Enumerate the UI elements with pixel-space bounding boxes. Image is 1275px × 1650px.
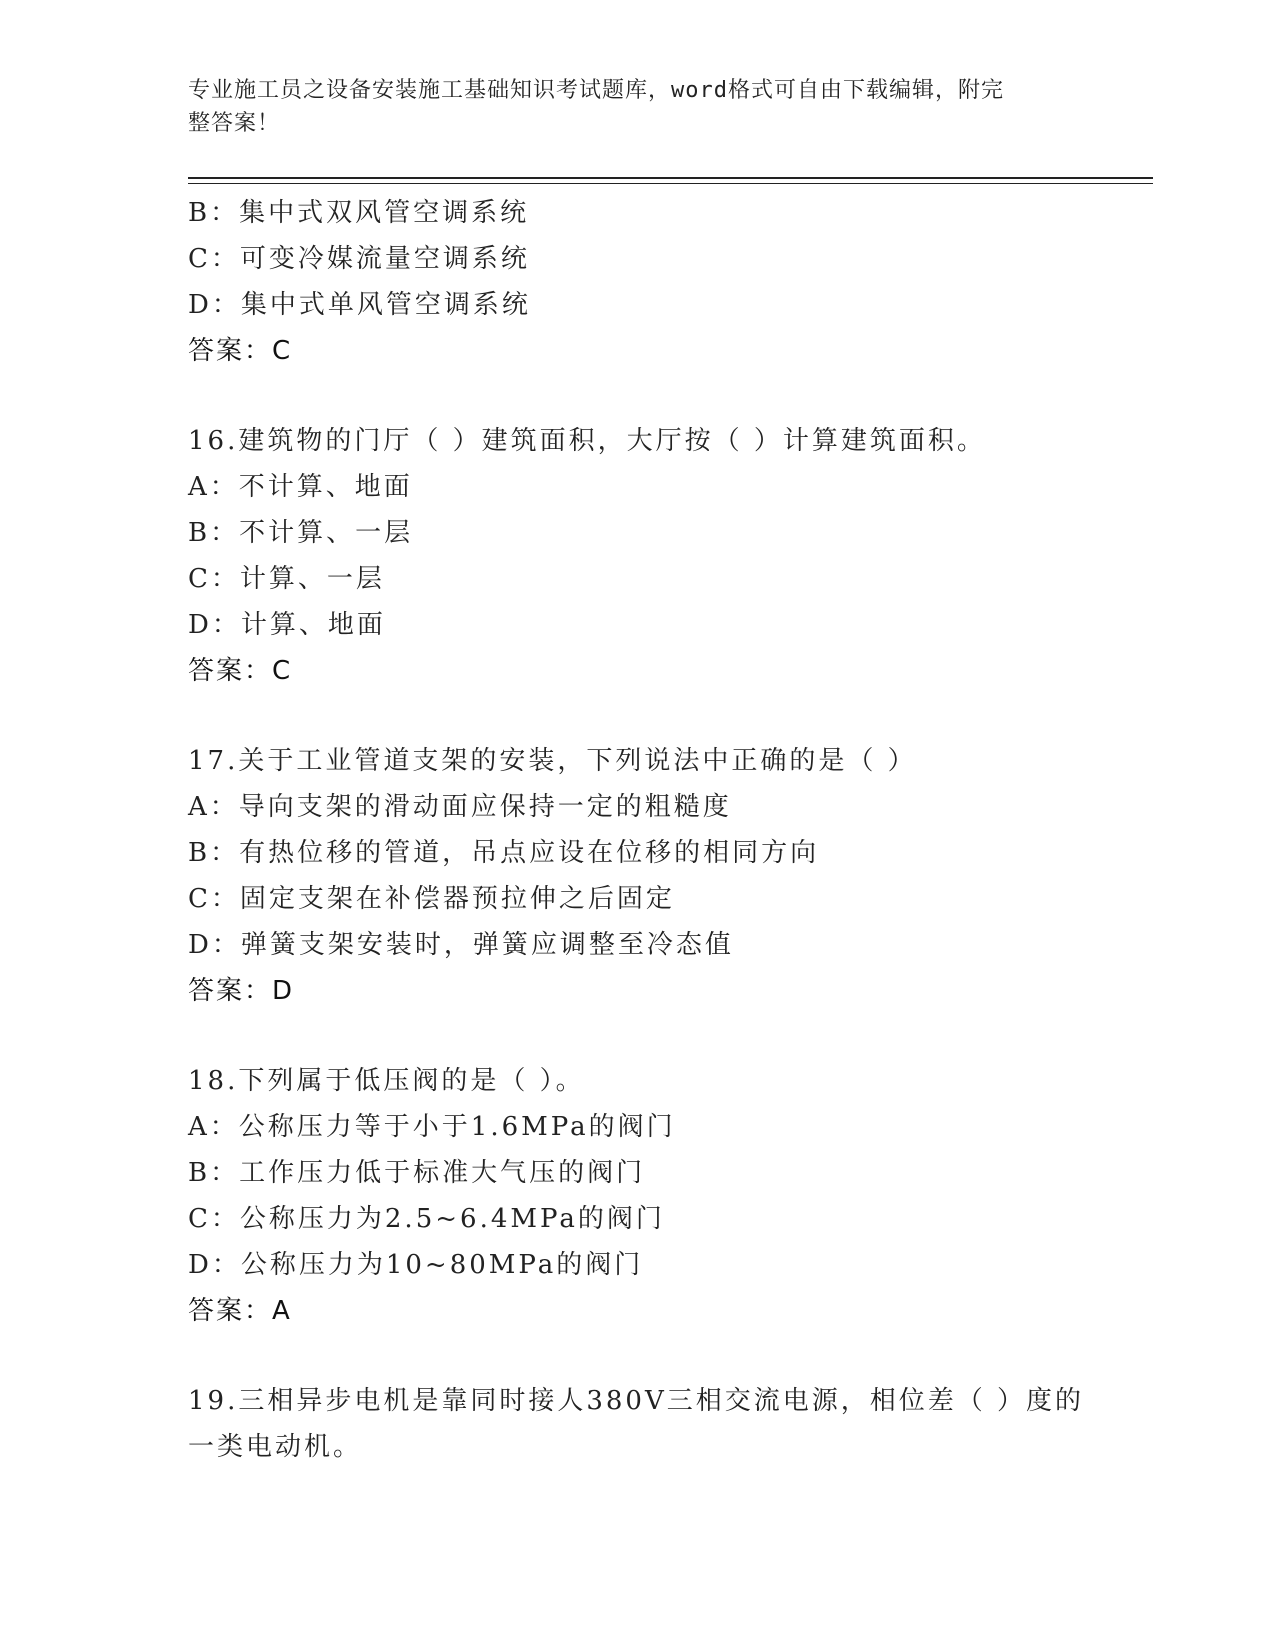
option-c: C：可变冷媒流量空调系统 bbox=[188, 244, 530, 274]
question-15-continued bbox=[188, 190, 1108, 374]
question-17 bbox=[188, 738, 1108, 1014]
answer-line: 答案：C bbox=[188, 656, 293, 686]
header-rule-thin bbox=[188, 183, 1153, 184]
option-b: B：工作压力低于标准大气压的阀门 bbox=[188, 1158, 646, 1188]
header-line-1: 专业施工员之设备安装施工基础知识考试题库，word格式可自由下载编辑，附完 bbox=[188, 78, 1004, 103]
option-a: A：公称压力等于小于1.6MPa的阀门 bbox=[188, 1112, 676, 1142]
option-b: B：有热位移的管道，吊点应设在位移的相同方向 bbox=[188, 838, 820, 868]
question-list bbox=[188, 190, 1108, 1470]
option-a: A：导向支架的滑动面应保持一定的粗糙度 bbox=[188, 792, 732, 822]
question-text: 17.关于工业管道支架的安装，下列说法中正确的是（ ） bbox=[188, 746, 917, 776]
question-text-line-1: 19.三相异步电机是靠同时接人380V三相交流电源，相位差（ ）度的 bbox=[188, 1386, 1085, 1416]
option-d: D：公称压力为10~80MPa的阀门 bbox=[188, 1250, 644, 1280]
question-text: 16.建筑物的门厅（ ）建筑面积，大厅按（ ）计算建筑面积。 bbox=[188, 426, 986, 456]
option-d: D：弹簧支架安装时，弹簧应调整至冷态值 bbox=[188, 930, 734, 960]
document-header bbox=[188, 74, 1068, 140]
option-b: B：不计算、一层 bbox=[188, 518, 414, 548]
question-19 bbox=[188, 1378, 1108, 1470]
option-d: D：计算、地面 bbox=[188, 610, 386, 640]
question-text-line-2: 一类电动机。 bbox=[188, 1432, 363, 1462]
option-c: C：计算、一层 bbox=[188, 564, 385, 594]
option-d: D：集中式单风管空调系统 bbox=[188, 290, 531, 320]
answer-line: 答案：A bbox=[188, 1296, 292, 1326]
header-rule-thick bbox=[188, 177, 1153, 179]
option-a: A：不计算、地面 bbox=[188, 472, 413, 502]
header-line-2: 整答案！ bbox=[188, 111, 281, 136]
option-b: B：集中式双风管空调系统 bbox=[188, 198, 530, 228]
option-c: C：固定支架在补偿器预拉伸之后固定 bbox=[188, 884, 675, 914]
answer-line: 答案：C bbox=[188, 336, 293, 366]
question-18 bbox=[188, 1058, 1108, 1334]
question-16 bbox=[188, 418, 1108, 694]
answer-line: 答案：D bbox=[188, 976, 295, 1006]
option-c: C：公称压力为2.5~6.4MPa的阀门 bbox=[188, 1204, 665, 1234]
question-text: 18.下列属于低压阀的是（ ）。 bbox=[188, 1066, 585, 1096]
